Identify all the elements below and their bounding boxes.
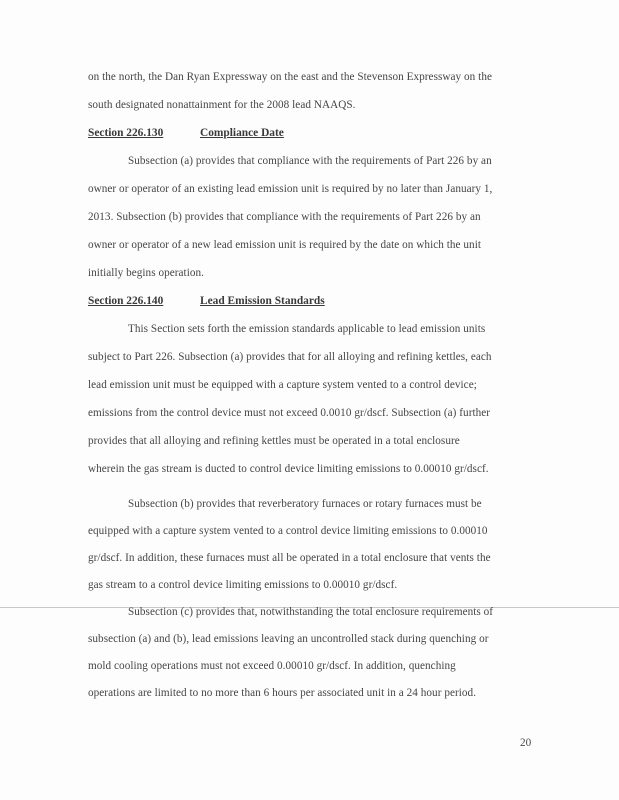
body-text-line: subsection (a) and (b), lead emissions leaving an uncontrolled stack during quenching or <box>88 633 489 645</box>
body-text-line: Subsection (a) provides that compliance with the requirements of Part 226 by an <box>128 155 492 167</box>
body-text-line: Subsection (b) provides that reverberatory furnaces or rotary furnaces must be <box>128 498 482 510</box>
body-text-line: owner or operator of an existing lead emission unit is required by no later than January 1, <box>88 183 493 195</box>
body-text-line: lead emission unit must be equipped with a capture system vented to a control device; <box>88 379 477 391</box>
section-number: Section 226.130 <box>88 127 164 139</box>
body-text-line: 2013. Subsection (b) provides that compliance with the requirements of Part 226 by an <box>88 211 481 223</box>
body-text-line: on the north, the Dan Ryan Expressway on the east and the Stevenson Expressway on the <box>88 71 492 83</box>
page-number: 20 <box>520 737 532 749</box>
body-text-line: provides that all alloying and refining kettles must be operated in a total enclosure <box>88 435 460 447</box>
body-text-line: subject to Part 226. Subsection (a) provides that for all alloying and refining kettles, each <box>88 351 492 363</box>
section-number: Section 226.140 <box>88 295 164 307</box>
body-text-line: Subsection (c) provides that, notwithstanding the total enclosure requirements of <box>128 606 494 618</box>
body-text-line: This Section sets forth the emission standards applicable to lead emission units <box>128 323 486 335</box>
body-text-line: wherein the gas stream is ducted to control device limiting emissions to 0.00010 gr/dscf. <box>88 463 489 475</box>
body-text-line: gas stream to a control device limiting emissions to 0.00010 gr/dscf. <box>88 579 398 591</box>
body-text-line: gr/dscf. In addition, these furnaces must all be operated in a total enclosure that vents the <box>88 552 491 564</box>
body-text-line: mold cooling operations must not exceed 0.00010 gr/dscf. In addition, quenching <box>88 660 456 672</box>
body-text-line: owner or operator of a new lead emission unit is required by the date on which the unit <box>88 239 482 251</box>
section-title: Compliance Date <box>200 127 284 139</box>
body-text-line: south designated nonattainment for the 2008 lead NAAQS. <box>88 99 356 111</box>
section-title: Lead Emission Standards <box>200 295 325 307</box>
body-text-line: operations are limited to no more than 6 hours per associated unit in a 24 hour period. <box>88 687 477 699</box>
body-text-line: equipped with a capture system vented to a control device limiting emissions to 0.00010 <box>88 525 488 537</box>
body-text-line: emissions from the control device must not exceed 0.0010 gr/dscf. Subsection (a) further <box>88 407 491 419</box>
section-heading <box>88 294 325 308</box>
body-text-line: initially begins operation. <box>88 267 204 279</box>
section-heading <box>88 126 284 140</box>
